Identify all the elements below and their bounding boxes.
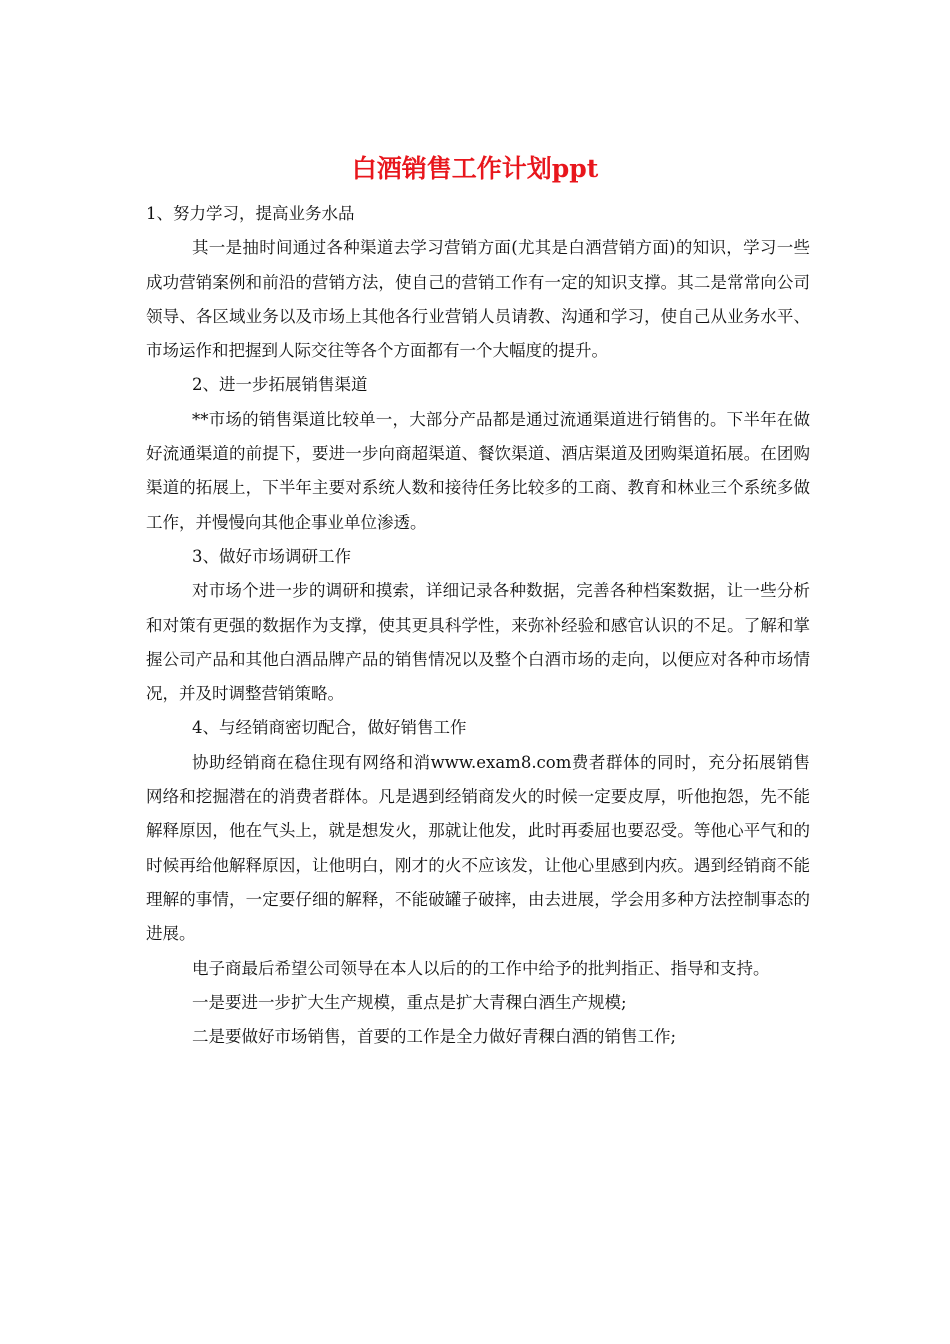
paragraph: 对市场个进一步的调研和摸索，详细记录各种数据，完善各种档案数据，让一些分析和对策有更强的数据作为支撑，使其更具科学性，来弥补经验和感官认识的不足。了解和掌握公司产品和其他白酒品牌产品的销售情况以及整个白酒市场的走向，以便应对各种市场情况，并及时调整营销策略。 (146, 581, 810, 704)
paragraph-heading-4: 4、与经销商密切配合，做好销售工作 (192, 718, 467, 738)
paragraph: 二是要做好市场销售，首要的工作是全力做好青稞白酒的销售工作; (192, 1027, 677, 1047)
paragraph: 一是要进一步扩大生产规模，重点是扩大青稞白酒生产规模; (192, 992, 627, 1012)
document-title: 白酒销售工作计划ppt (351, 154, 599, 183)
paragraph: **市场的销售渠道比较单一，大部分产品都是通过流通渠道进行销售的。下半年在做好流通渠道的前提下，要进一步向商超渠道、餐饮渠道、酒店渠道及团购渠道拓展。在团购渠道的拓展上，下半年主要对系统人数和接待任务比较多的工商、教育和林业三个系统多做工作，并慢慢向其他企事业单位渗透。 (146, 409, 810, 532)
paragraph: 电子商最后希望公司领导在本人以后的的工作中给予的批判指正、指导和支持。 (192, 958, 770, 978)
paragraph-heading-1: 1、努力学习，提高业务水品 (146, 204, 355, 223)
paragraph-heading-3: 3、做好市场调研工作 (192, 546, 351, 566)
paragraph-heading-2: 2、进一步拓展销售渠道 (192, 375, 368, 395)
paragraph: 协助经销商在稳住现有网络和消www.exam8.com费者群体的同时，充分拓展销售网络和挖掘潜在的消费者群体。凡是遇到经销商发火的时候一定要皮厚，听他抱怨，先不能解释原因，他在气头上，就是想发火，那就让他发，此时再委屈也要忍受。等他心平气和的时候再给他解释原因，让他明白，刚才的火不应该发，让他心里感到内疚。遇到经销商不能理解的事情，一定要仔细的解释，不能破罐子破摔，由去进展，学会用多种方法控制事态的进展。 (146, 752, 810, 944)
paragraph: 其一是抽时间通过各种渠道去学习营销方面(尤其是白酒营销方面)的知识，学习一些成功营销案例和前沿的营销方法，使自己的营销工作有一定的知识支撑。其二是常常向公司领导、各区域业务以及市场上其他各行业营销人员请教、沟通和学习，使自己从业务水平、市场运作和把握到人际交往等各个方面都有一个大幅度的提升。 (146, 238, 810, 361)
document-body (146, 197, 810, 1054)
